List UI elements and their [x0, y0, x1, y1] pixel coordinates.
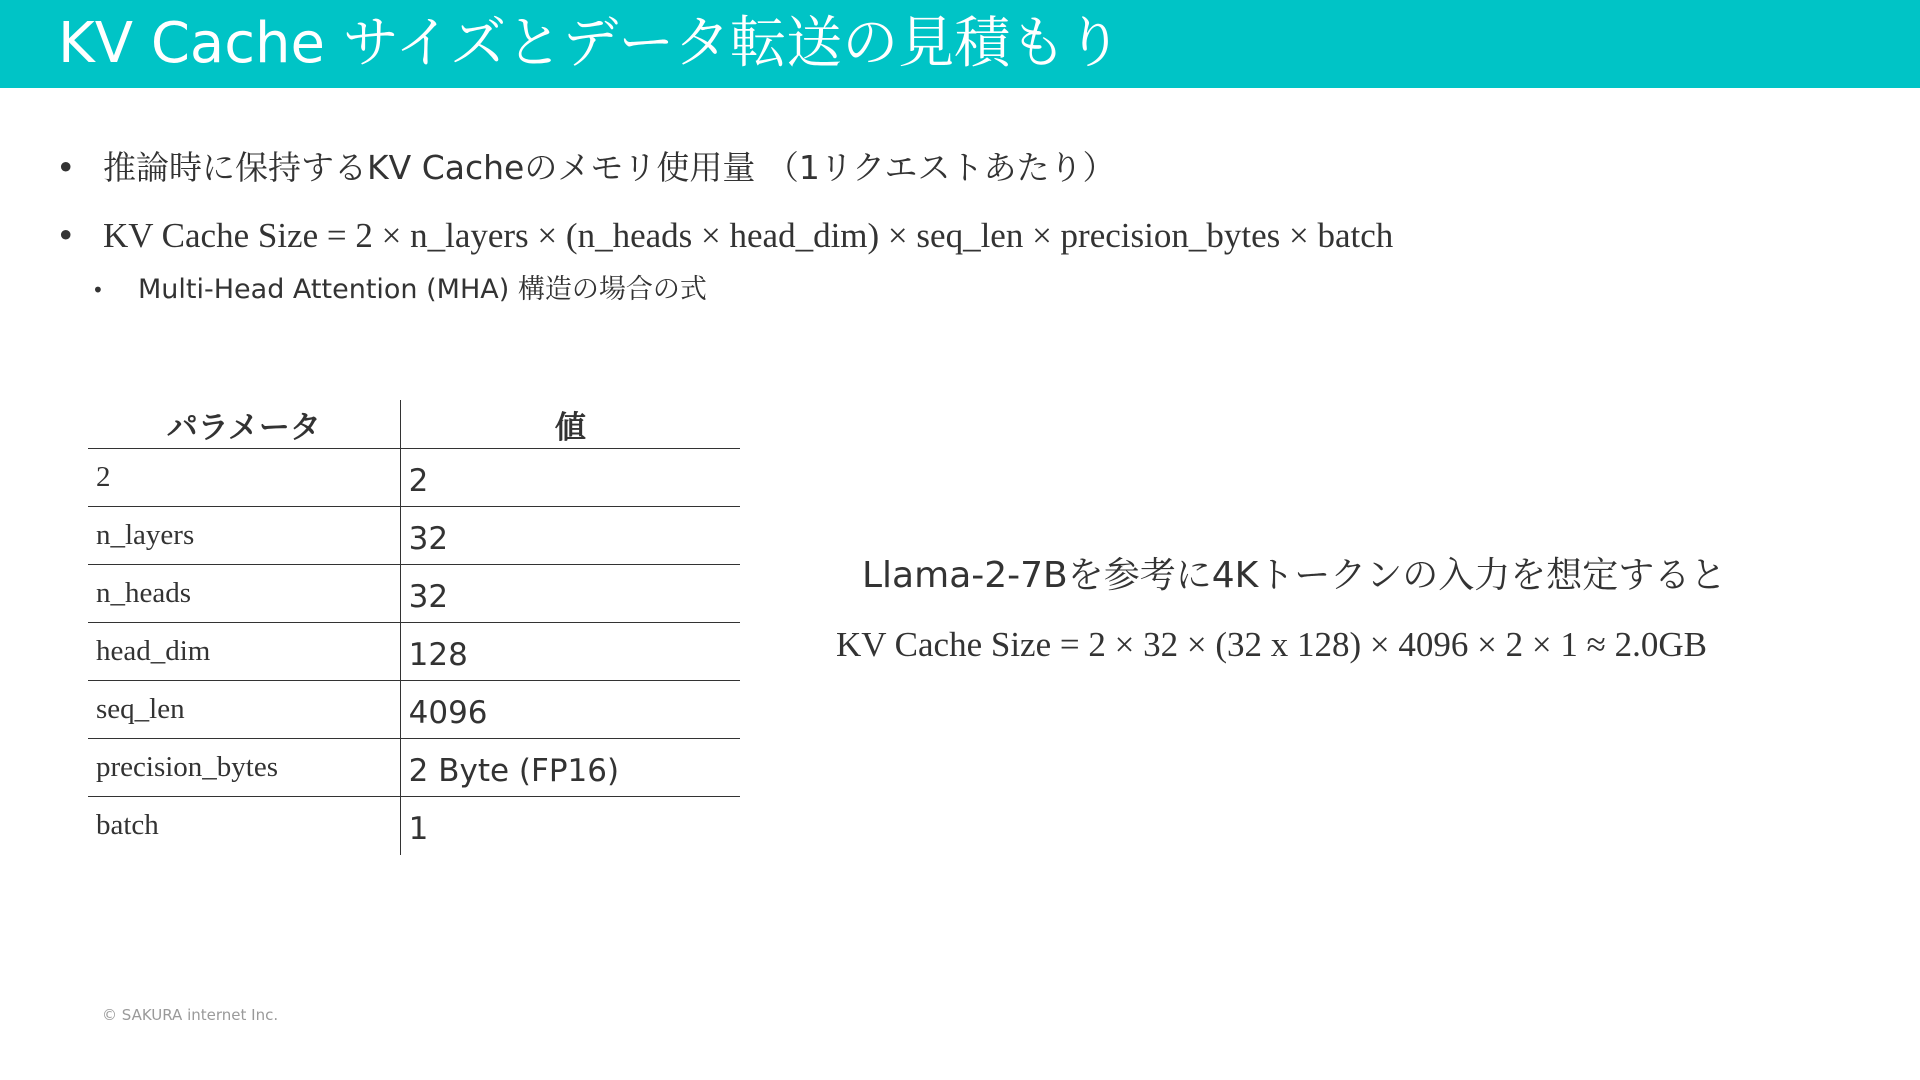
title-bar [0, 0, 1920, 88]
param-value: 32 [400, 507, 740, 565]
param-value: 2 Byte (FP16) [400, 739, 740, 797]
header-parameter: パラメータ [88, 400, 400, 449]
param-name: n_heads [88, 565, 400, 623]
table-row [88, 507, 740, 565]
table-row [88, 565, 740, 623]
param-name: precision_bytes [88, 739, 400, 797]
param-name: 2 [88, 449, 400, 507]
example-note: Llama-2-7Bを参考に4Kトークンの入力を想定すると [862, 555, 1727, 596]
sub-bullet-text: Multi-Head Attention (MHA) 構造の場合の式 [138, 274, 707, 305]
param-name: head_dim [88, 623, 400, 681]
param-value: 1 [400, 797, 740, 855]
sub-bullet-marker: • [92, 278, 104, 302]
param-name: n_layers [88, 507, 400, 565]
bullet-text: 推論時に保持するKV Cacheのメモリ使用量 （1リクエストあたり） [103, 148, 1116, 187]
bullet-marker: • [56, 148, 76, 187]
page-title: KV Cache サイズとデータ転送の見積もり [58, 11, 1123, 76]
param-value: 128 [400, 623, 740, 681]
table-row [88, 449, 740, 507]
table-row [88, 797, 740, 855]
table-row [88, 623, 740, 681]
param-name: batch [96, 809, 159, 841]
copyright-footer: © SAKURA internet Inc. [102, 1006, 279, 1024]
param-name: seq_len [88, 681, 400, 739]
parameter-table [88, 400, 740, 855]
header-value: 値 [400, 400, 740, 449]
param-value: 4096 [400, 681, 740, 739]
table-row [88, 739, 740, 797]
kv-cache-formula: KV Cache Size = 2 × n_layers × (n_heads × head_dim) × seq_len × precision_bytes × batch [103, 216, 1394, 255]
param-value: 32 [400, 565, 740, 623]
bullet-marker: • [56, 216, 76, 255]
table-row [88, 681, 740, 739]
param-value: 2 [400, 449, 740, 507]
example-formula: KV Cache Size = 2 × 32 × (32 x 128) × 4096 × 2 × 1 ≈ 2.0GB [836, 625, 1707, 664]
table-header-row [88, 400, 740, 449]
